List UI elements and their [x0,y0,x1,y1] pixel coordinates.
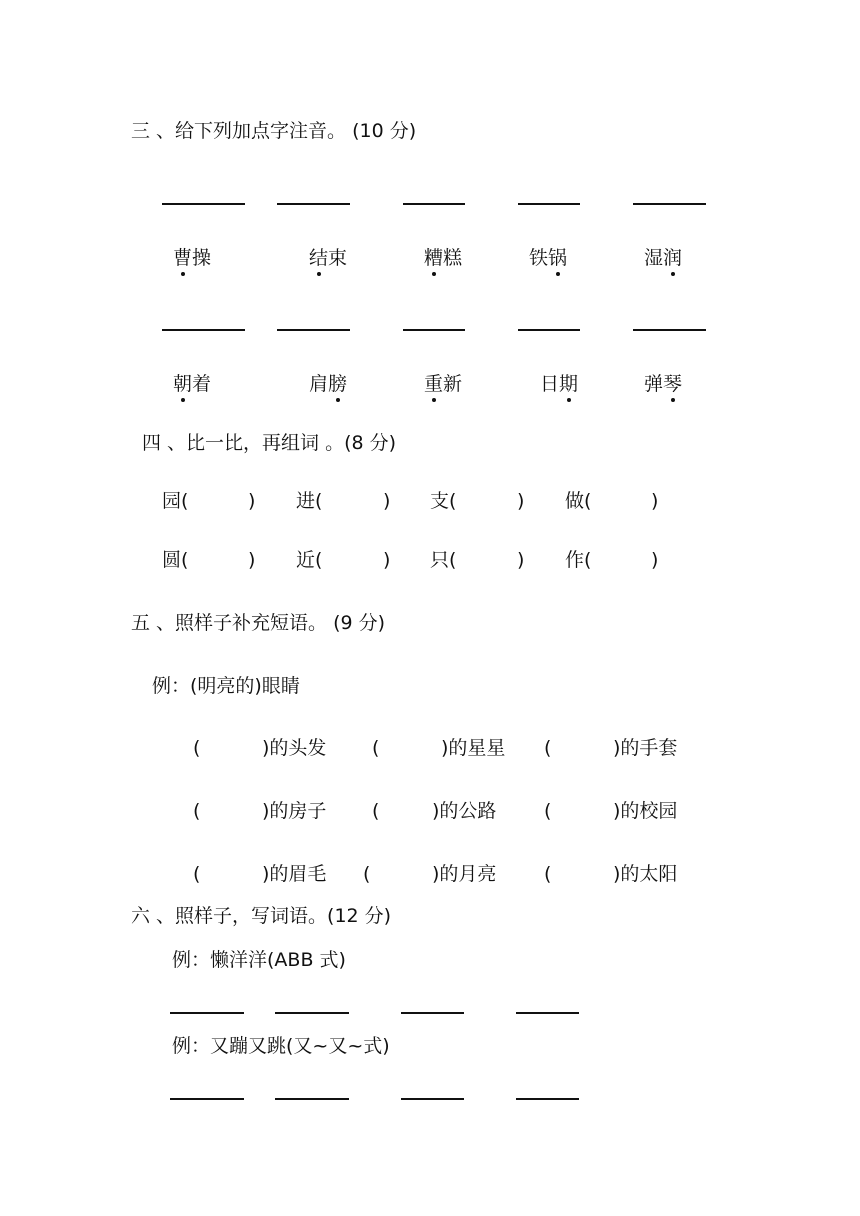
char-prompt: 支( [430,490,457,512]
answer-blank[interactable] [633,203,706,205]
word-char: 润 [663,247,683,269]
section-5-title: 五 、照样子补充短语。 (9 分) [131,612,386,634]
close-paren: ) [517,549,525,571]
close-paren: ) [383,549,391,571]
answer-blank[interactable] [401,1012,464,1014]
phrase-suffix: )的手套 [613,737,678,759]
char-prompt: 做( [565,490,592,512]
word-char: 朝 [173,373,193,395]
word-char: 肩 [309,373,329,395]
dotted-word [173,375,211,394]
dotted-word [540,375,578,394]
answer-blank[interactable] [162,203,245,205]
close-paren: ) [651,490,659,512]
dotted-word [309,249,347,268]
word-char: 糕 [443,247,463,269]
open-paren: ( [193,737,201,759]
answer-blank[interactable] [275,1012,349,1014]
answer-blank[interactable] [170,1012,244,1014]
section-4-title: 四 、比一比，再组词 。(8 分) [142,432,397,454]
example-text: 例：懒洋洋(ABB 式) [172,949,346,971]
word-char: 结 [309,247,329,269]
section-3-title: 三 、给下列加点字注音。 (10 分) [131,120,417,142]
close-paren: ) [517,490,525,512]
answer-blank[interactable] [516,1012,579,1014]
word-char: 湿 [644,247,664,269]
dotted-word [644,375,682,394]
answer-blank[interactable] [403,203,465,205]
answer-blank[interactable] [518,329,580,331]
word-char: 膀 [328,373,348,395]
open-paren: ( [544,737,552,759]
example-text: 例：(明亮的)眼睛 [152,675,300,697]
phrase-suffix: )的眉毛 [262,863,327,885]
phrase-suffix: )的月亮 [432,863,497,885]
dotted-word [173,249,211,268]
char-prompt: 只( [430,549,457,571]
answer-blank[interactable] [277,329,350,331]
open-paren: ( [544,863,552,885]
word-char: 琴 [663,373,683,395]
word-char: 新 [443,373,463,395]
example-text: 例：又蹦又跳(又~又~式) [172,1035,390,1057]
phrase-suffix: )的公路 [432,800,497,822]
open-paren: ( [544,800,552,822]
word-char: 重 [424,373,444,395]
open-paren: ( [372,737,380,759]
dotted-word [424,249,462,268]
word-char: 日 [540,373,560,395]
answer-blank[interactable] [170,1098,244,1100]
word-char: 期 [559,373,579,395]
word-char: 铁 [529,247,549,269]
char-prompt: 作( [565,549,592,571]
dotted-word [529,249,567,268]
section-6-title: 六 、照样子，写词语。(12 分) [131,905,392,927]
answer-blank[interactable] [162,329,245,331]
dotted-word [424,375,462,394]
close-paren: ) [248,490,256,512]
word-char: 操 [192,247,212,269]
open-paren: ( [372,800,380,822]
answer-blank[interactable] [403,329,465,331]
phrase-suffix: )的星星 [441,737,506,759]
answer-blank[interactable] [277,203,350,205]
phrase-suffix: )的校园 [613,800,678,822]
word-char: 弹 [644,373,664,395]
word-char: 着 [192,373,212,395]
close-paren: ) [651,549,659,571]
word-char: 锅 [548,247,568,269]
answer-blank[interactable] [401,1098,464,1100]
answer-blank[interactable] [516,1098,579,1100]
answer-blank[interactable] [275,1098,349,1100]
char-prompt: 园( [162,490,189,512]
char-prompt: 圆( [162,549,189,571]
close-paren: ) [383,490,391,512]
word-char: 糟 [424,247,444,269]
phrase-suffix: )的太阳 [613,863,678,885]
word-char: 曹 [173,247,193,269]
char-prompt: 进( [296,490,323,512]
phrase-suffix: )的房子 [262,800,327,822]
close-paren: ) [248,549,256,571]
open-paren: ( [363,863,371,885]
answer-blank[interactable] [633,329,706,331]
dotted-word [644,249,682,268]
open-paren: ( [193,800,201,822]
char-prompt: 近( [296,549,323,571]
answer-blank[interactable] [518,203,580,205]
open-paren: ( [193,863,201,885]
phrase-suffix: )的头发 [262,737,327,759]
word-char: 束 [328,247,348,269]
dotted-word [309,375,347,394]
